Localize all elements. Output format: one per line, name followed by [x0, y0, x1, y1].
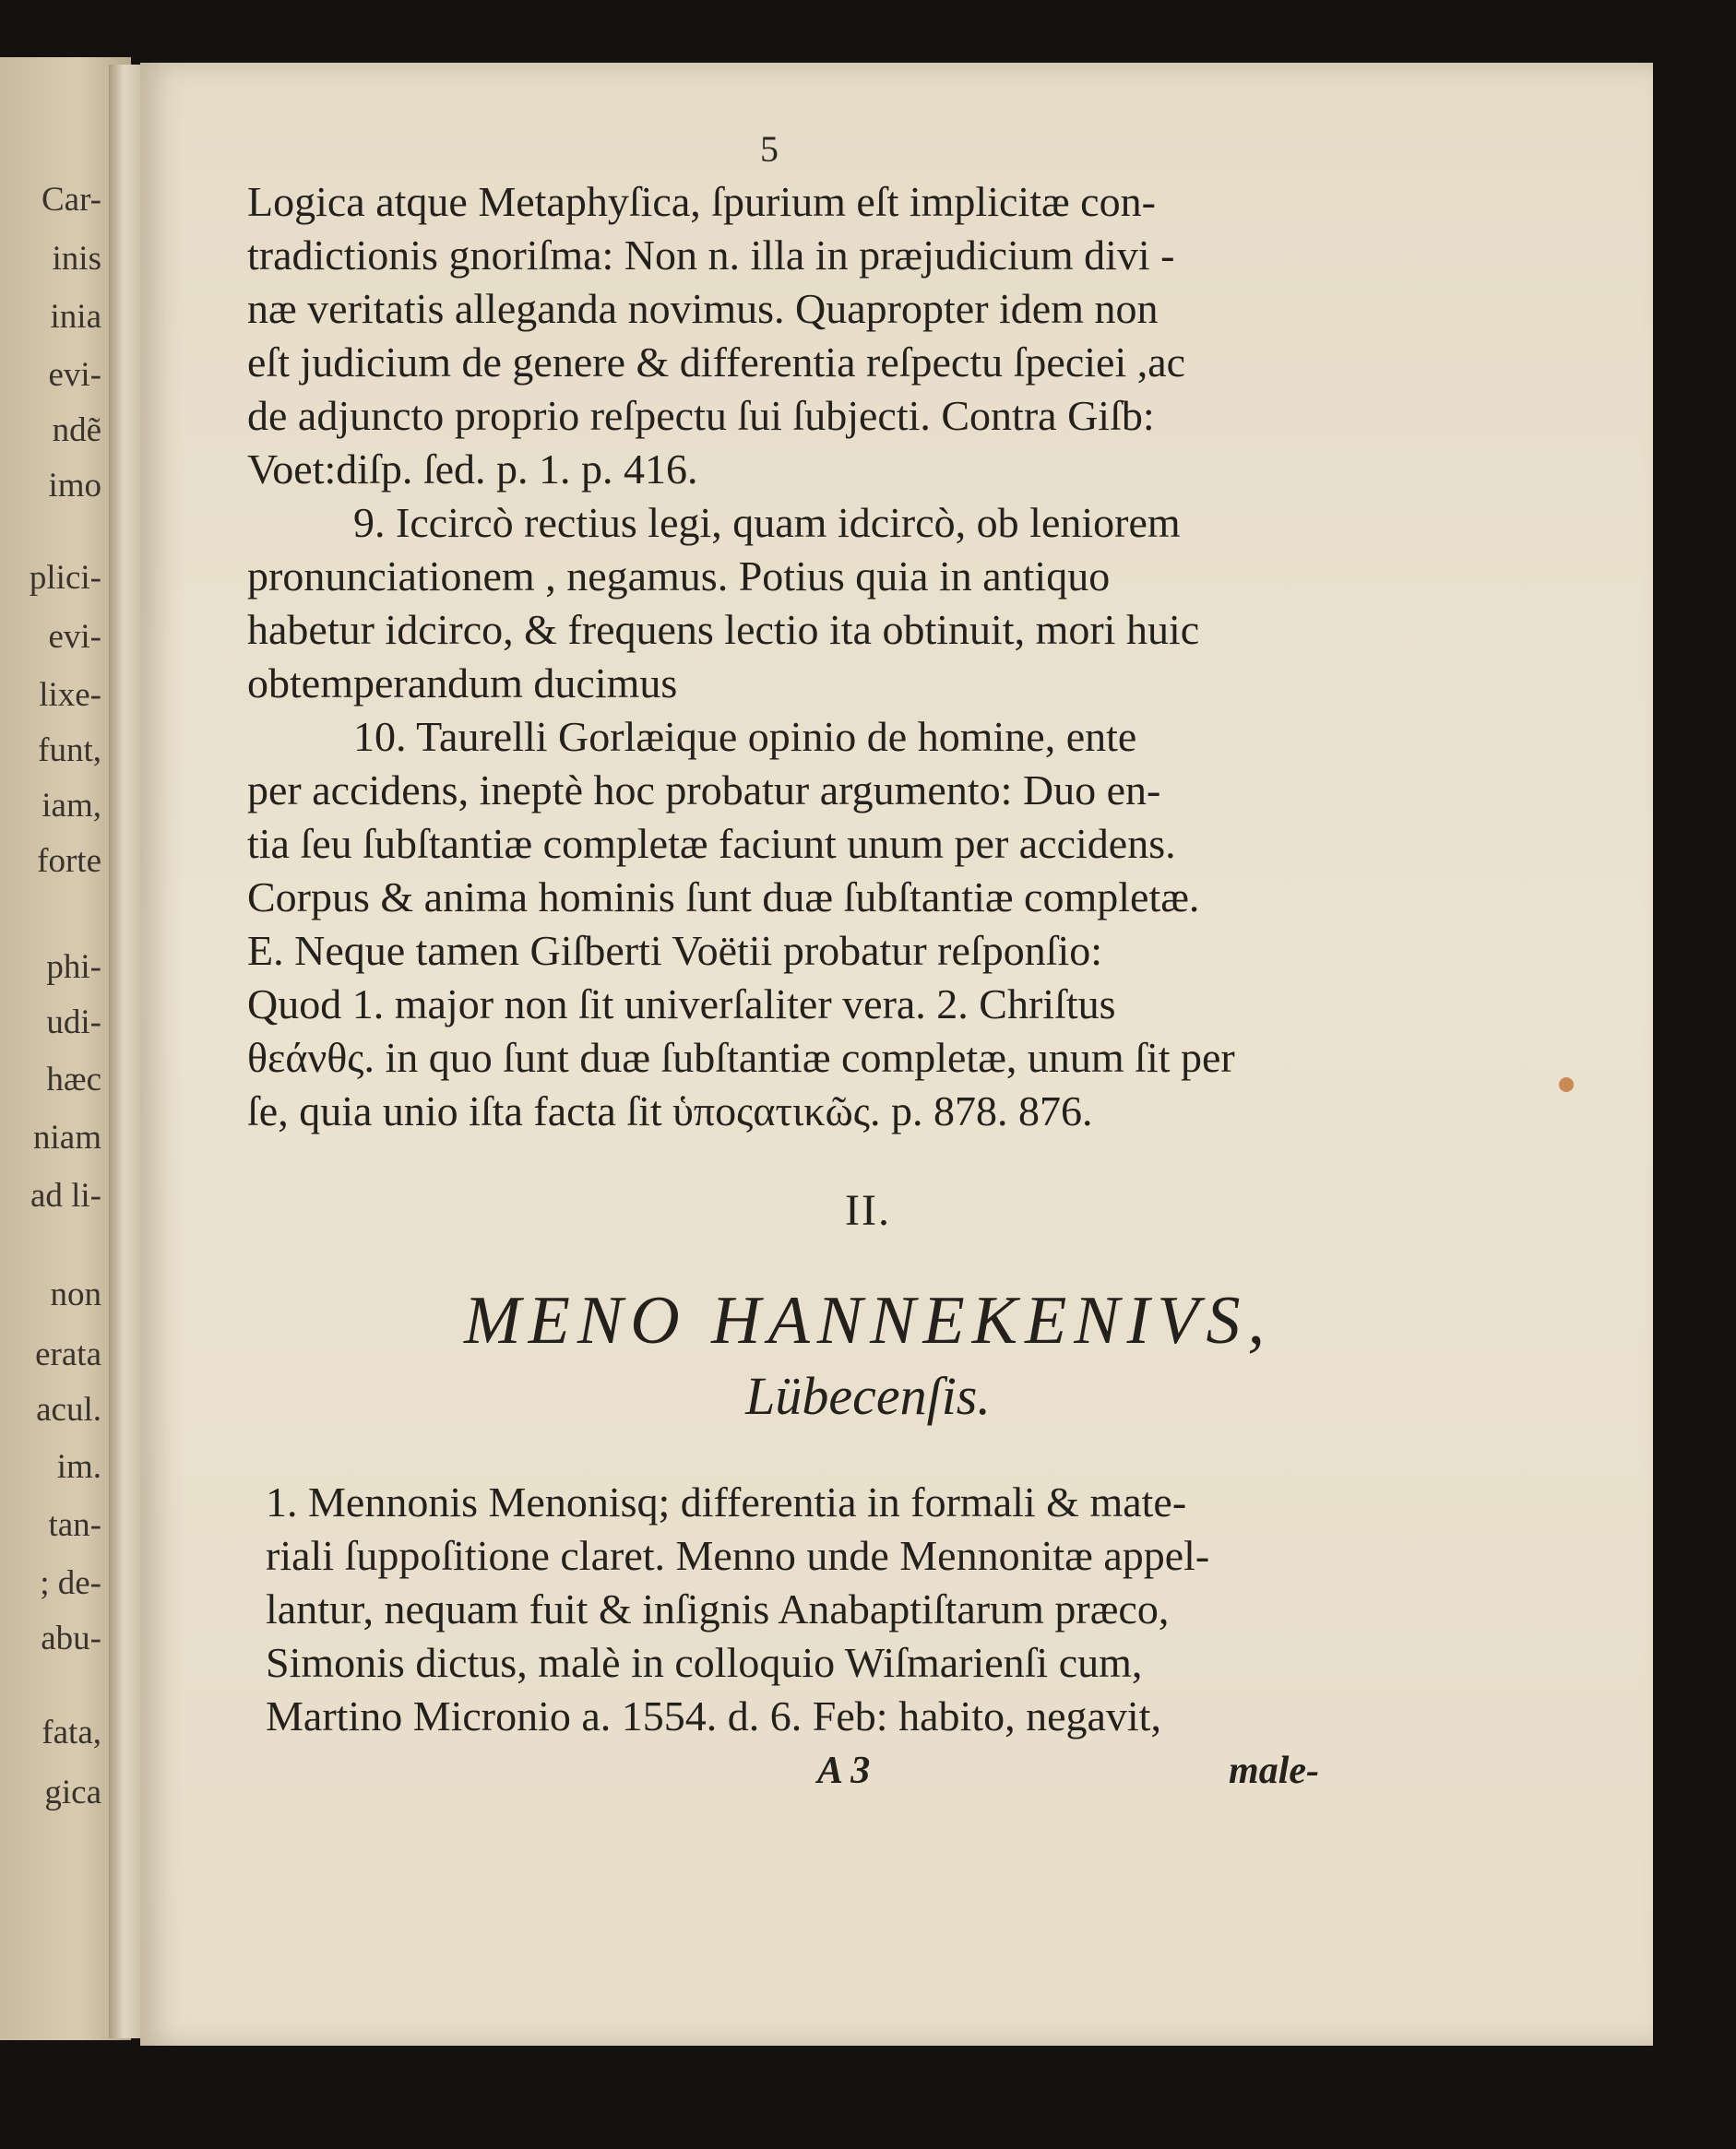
left-margin-fragment: acul. [36, 1391, 101, 1429]
left-margin-fragment: evi- [48, 356, 101, 394]
left-margin-fragment: plici- [29, 559, 101, 597]
left-page-edge [109, 65, 142, 2038]
section-number: II. [845, 1186, 891, 1235]
paragraph-2 [247, 496, 1325, 710]
text-line: Voet:diſp. ſed. p. 1. p. 416. [247, 445, 698, 493]
left-margin-fragment: hæc [46, 1061, 101, 1098]
text-line: Martino Micronio a. 1554. d. 6. Feb: habito, negavit, [266, 1692, 1161, 1739]
left-margin-fragment: erata [35, 1336, 101, 1373]
text-line: 10. Taurelli Gorlæique opinio de homine, ente [353, 713, 1137, 760]
left-margin-fragment: ; de- [40, 1564, 101, 1602]
text-line: Corpus & anima hominis ſunt duæ ſubſtantiæ completæ. [247, 873, 1200, 920]
left-margin-fragment: forte [37, 842, 101, 880]
text-line: eſt judicium de genere & differentia reſpectu ſpeciei ,ac [247, 338, 1186, 386]
text-line: Quod 1. major non ſit univerſaliter vera. 2. Chriſtus [247, 980, 1116, 1027]
section-name: MENO HANNEKENIVS, [464, 1283, 1272, 1359]
body-text-top [247, 175, 1325, 1138]
paper-stain [1559, 1077, 1574, 1092]
text-line: Logica atque Metaphyſica, ſpurium eſt implicitæ con- [247, 178, 1156, 225]
text-line: tia ſeu ſubſtantiæ completæ faciunt unum per accidens. [247, 820, 1176, 867]
left-margin-fragment: abu- [41, 1620, 101, 1657]
left-margin-fragment: udi- [46, 1003, 101, 1041]
text-line: de adjuncto proprio reſpectu ſui ſubjecti. Contra Giſb: [247, 392, 1155, 439]
signature-mark: 5 [760, 128, 779, 170]
footer-signature: A 3 [817, 1750, 871, 1792]
left-margin-fragment: Car- [41, 181, 101, 219]
left-margin-fragment: iam, [42, 787, 101, 825]
body-text-bottom [266, 1476, 1325, 1743]
text-line: pronunciationem , negamus. Potius quia in antiquo [247, 552, 1111, 600]
text-line: lantur, nequam fuit & inſignis Anabaptiſtarum præco, [266, 1585, 1170, 1633]
left-margin-fragment: non [50, 1276, 101, 1313]
text-line: tradictionis gnoriſma: Non n. illa in præjudicium divi - [247, 232, 1175, 279]
left-margin-fragment: imo [48, 467, 101, 505]
text-line: habetur idcirco, & frequens lectio ita obtinuit, mori huic [247, 606, 1200, 653]
left-margin-fragment: niam [33, 1119, 101, 1157]
left-margin-fragment: ad li- [30, 1177, 101, 1215]
left-margin-fragment: im. [56, 1448, 101, 1486]
text-line: Simonis dictus, malè in colloquio Wiſmarienſi cum, [266, 1639, 1143, 1686]
footer-catchword: male- [1229, 1750, 1319, 1792]
left-margin-fragment: inia [50, 298, 101, 336]
left-margin-fragment: fata, [42, 1714, 101, 1751]
left-margin-fragment: tan- [48, 1506, 101, 1544]
text-line: per accidens, ineptè hoc probatur argumento: Duo en- [247, 766, 1161, 813]
text-line: θεάνθς. in quo ſunt duæ ſubſtantiæ completæ, unum ſit per [247, 1034, 1235, 1081]
text-line: E. Neque tamen Giſberti Voëtii probatur reſponſio: [247, 927, 1103, 974]
section-origin: Lübecenſis. [745, 1366, 991, 1426]
left-margin-fragment: gica [44, 1774, 101, 1811]
left-margin-fragment: funt, [38, 731, 101, 769]
left-margin-fragment: ndẽ [52, 411, 101, 449]
text-line: ſe, quia unio iſta facta ſit ὑποςατικῶς. p. 878. 876. [247, 1087, 1093, 1134]
left-margin-fragment: inis [52, 240, 101, 278]
paragraph-3 [247, 710, 1325, 1138]
paragraph-4 [266, 1476, 1325, 1743]
text-line: obtemperandum ducimus [247, 659, 678, 706]
paragraph-1 [247, 175, 1325, 496]
text-line: næ veritatis alleganda novimus. Quapropter idem non [247, 285, 1159, 332]
page-footer [266, 1749, 1325, 1800]
text-line: 9. Iccircò rectius legi, quam idcircò, ob leniorem [353, 499, 1181, 546]
left-margin-fragment: phi- [46, 948, 101, 986]
text-line: riali ſuppoſitione claret. Menno unde Mennonitæ appel- [266, 1532, 1210, 1579]
text-line: 1. Mennonis Menonisq; differentia in formali & mate- [266, 1478, 1187, 1526]
left-margin-fragment: evi- [48, 618, 101, 656]
left-margin-fragment: lixe- [39, 676, 101, 714]
